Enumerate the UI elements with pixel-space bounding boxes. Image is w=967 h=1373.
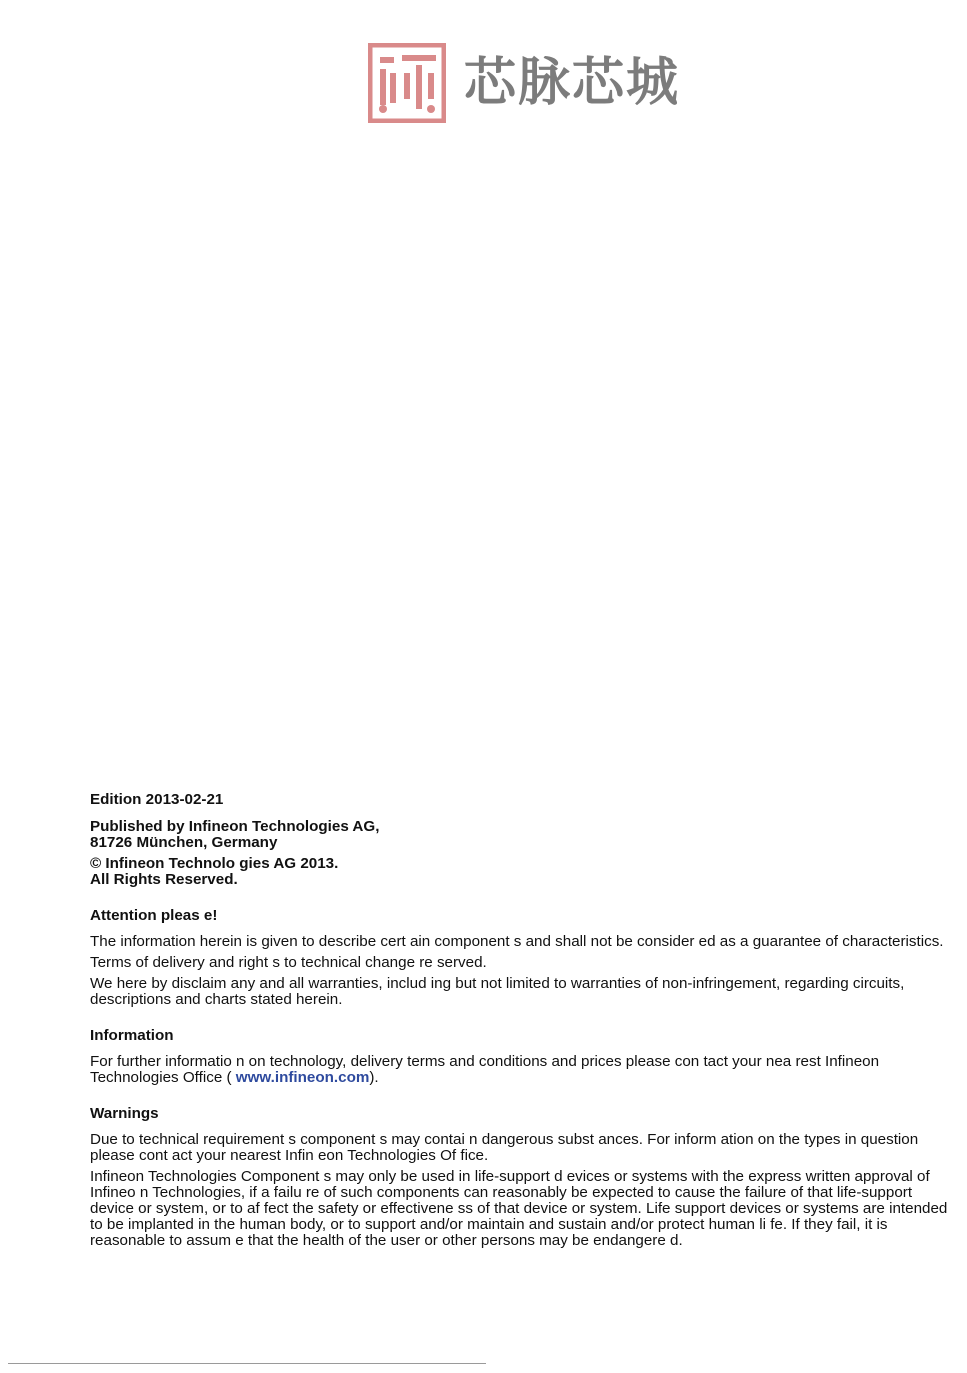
information-text: For further informatio n on technology, delivery terms and conditions and prices please con tact your nea rest Infineon Technologies Office (	[90, 1053, 880, 1086]
copyright-block	[90, 856, 950, 888]
edition-line: Edition 2013-02-21	[90, 791, 224, 808]
imprint-section	[90, 792, 950, 1249]
infineon-website-link[interactable]: www.infineon.com	[235, 1069, 370, 1086]
attention-paragraph-2: Terms of delivery and right s to technical change re served.	[90, 954, 487, 971]
footer-divider	[8, 1363, 486, 1364]
attention-paragraph-1: The information herein is given to describe cert ain component s and shall not be consider ed as a guarantee of characteristics.	[90, 933, 944, 950]
warnings-paragraph-2: Infineon Technologies Component s may only be used in life-support d evices or systems with the express written approval of Infineo n Technologies, if a failu re of such components can reasonably be expected to cause the failure of that life-support device or system, or to af fect the safety or effectivene ss of that device or system. Life support devices or systems are intended to be implanted in the human body, or to support and/or maintain and sustain and/or protect human li fe. If they fail, it is reasonable to assum e that the health of the user or other persons may be endangere d.	[90, 1168, 948, 1249]
information-heading: Information	[90, 1027, 174, 1044]
warnings-heading: Warnings	[90, 1105, 159, 1122]
publisher-line-2: 81726 München, Germany	[90, 834, 278, 851]
publisher-block	[90, 819, 950, 851]
warnings-paragraph-1: Due to technical requirement s component s may contai n dangerous subst ances. For inform ation on the types in question please cont act your nearest Infin eon Technologies Of fice.	[90, 1131, 919, 1164]
copyright-line-1: © Infineon Technolo gies AG 2013.	[90, 855, 339, 872]
publisher-line-1: Published by Infineon Technologies AG,	[90, 818, 380, 835]
logo-mark-icon	[368, 43, 446, 123]
information-text-end: ).	[369, 1069, 379, 1086]
attention-paragraph-3: We here by disclaim any and all warranties, includ ing but not limited to warranties of non-infringement, regarding circuits, descriptions and charts stated herein.	[90, 975, 905, 1008]
attention-heading: Attention pleas e!	[90, 907, 218, 924]
information-paragraph	[90, 1054, 950, 1086]
logo-text: 芯脉芯城	[464, 53, 681, 113]
brand-logo	[368, 42, 680, 124]
copyright-line-2: All Rights Reserved.	[90, 871, 238, 888]
